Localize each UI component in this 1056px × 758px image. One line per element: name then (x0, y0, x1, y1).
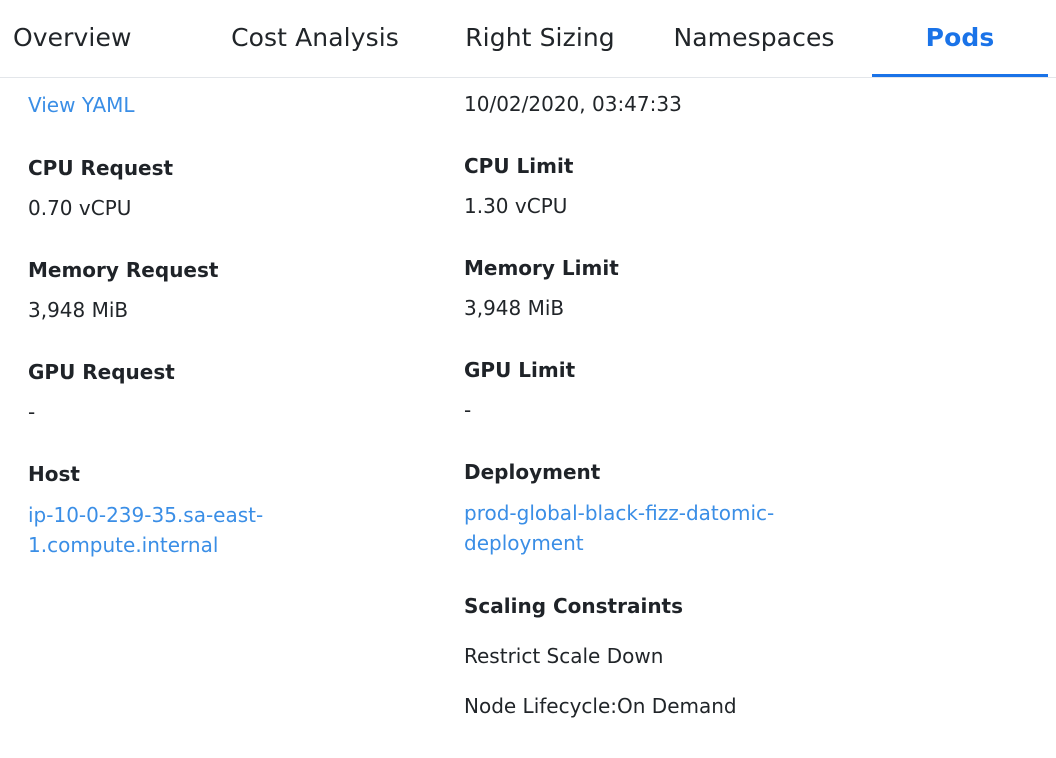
timestamp-field (464, 90, 1024, 118)
tab-namespaces-label: Namespaces (673, 22, 835, 52)
gpu-request-label: GPU Request (28, 360, 175, 384)
tab-overview[interactable] (0, 0, 190, 77)
tab-cost-analysis-label: Cost Analysis (231, 22, 399, 52)
cpu-request-field (28, 154, 448, 222)
host-link[interactable]: ip-10-0-239-35.sa-east-1.compute.internal (28, 503, 264, 557)
detail-column-right (464, 78, 1024, 720)
scaling-constraint-item: Restrict Scale Down (464, 644, 664, 668)
timestamp-value: 10/02/2020, 03:47:33 (464, 92, 682, 116)
view-yaml-link[interactable]: View YAML (28, 93, 135, 117)
tab-pods-label: Pods (925, 22, 995, 52)
gpu-limit-value: - (464, 398, 472, 422)
scaling-constraints-field (464, 592, 1024, 720)
gpu-limit-label: GPU Limit (464, 358, 576, 382)
tab-bar (0, 0, 1056, 78)
memory-limit-value: 3,948 MiB (464, 296, 565, 320)
deployment-label: Deployment (464, 460, 601, 484)
cpu-limit-label: CPU Limit (464, 154, 574, 178)
tab-pods[interactable] (872, 0, 1048, 77)
memory-request-field (28, 256, 448, 324)
tab-namespaces[interactable] (640, 0, 868, 77)
host-field (28, 460, 448, 560)
host-label: Host (28, 462, 80, 486)
gpu-limit-field (464, 356, 1024, 424)
host-value-wrap (28, 500, 368, 560)
memory-limit-label: Memory Limit (464, 256, 619, 280)
tab-right-sizing[interactable] (440, 0, 640, 77)
deployment-field (464, 458, 1024, 558)
scaling-constraints-label: Scaling Constraints (464, 594, 684, 618)
cpu-limit-field (464, 152, 1024, 220)
deployment-value-wrap (464, 498, 844, 558)
scaling-constraint-item: Node Lifecycle:On Demand (464, 694, 737, 718)
view-yaml-field (28, 90, 448, 120)
pod-detail-panel (0, 78, 1056, 758)
tab-overview-label: Overview (13, 22, 132, 52)
cpu-request-label: CPU Request (28, 156, 174, 180)
gpu-request-field (28, 358, 448, 426)
tab-cost-analysis[interactable] (190, 0, 440, 77)
memory-request-value: 3,948 MiB (28, 298, 129, 322)
gpu-request-value: - (28, 400, 36, 424)
deployment-link[interactable]: prod-global-black-fizz-datomic-deployment (464, 501, 775, 555)
cpu-limit-value: 1.30 vCPU (464, 194, 568, 218)
memory-request-label: Memory Request (28, 258, 219, 282)
detail-column-left (28, 78, 448, 560)
memory-limit-field (464, 254, 1024, 322)
cpu-request-value: 0.70 vCPU (28, 196, 132, 220)
tab-right-sizing-label: Right Sizing (465, 22, 615, 52)
